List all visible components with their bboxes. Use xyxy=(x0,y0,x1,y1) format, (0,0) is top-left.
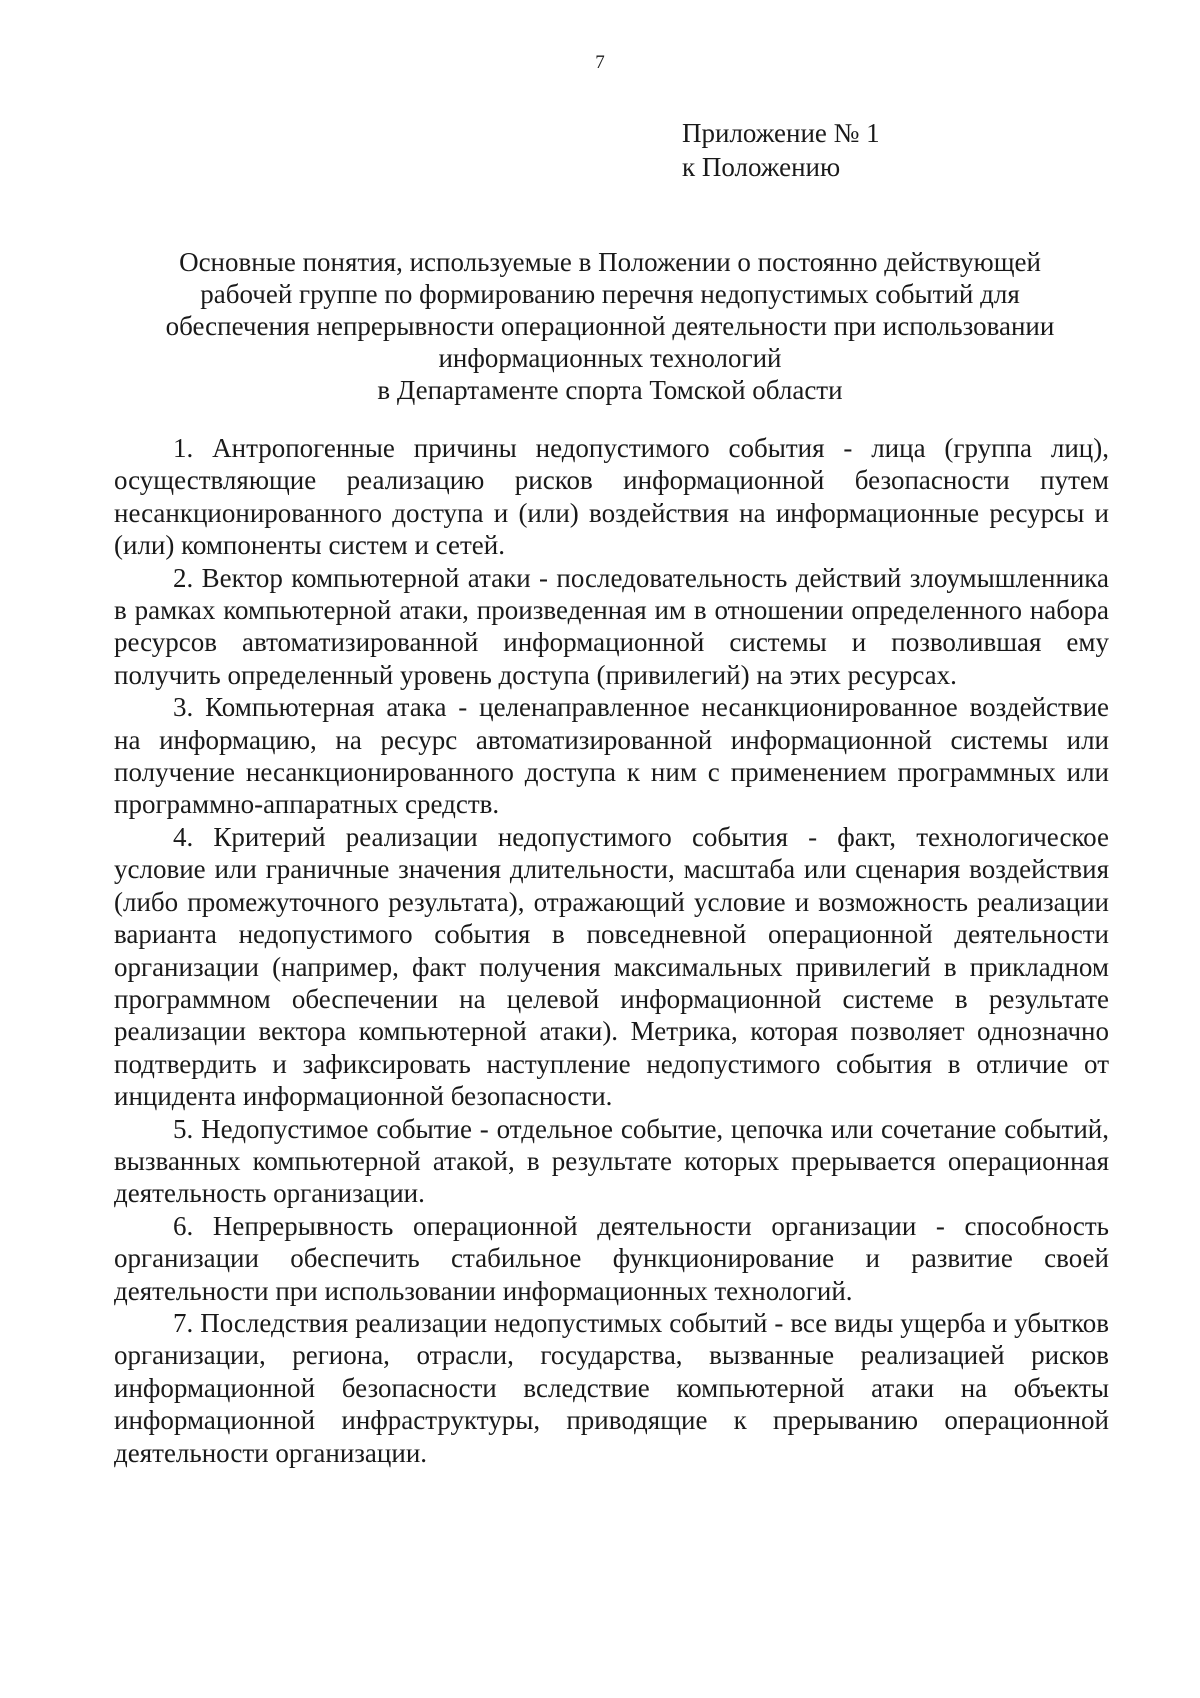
definition-number: 1. xyxy=(173,433,194,463)
definition-number: 3. xyxy=(173,692,194,723)
definition-text: Недопустимое событие - отдельное событие, цепочка или сочетание событий, вызванных компьютерной атакой, в результате которых прерывается операционная деятельность организации. xyxy=(114,1113,1110,1209)
definition-item xyxy=(114,821,1109,1113)
definition-number: 6. xyxy=(173,1210,194,1241)
title-line: в Департаменте спорта Томской области xyxy=(377,375,843,405)
title-line: рабочей группе по формированию перечня недопустимых событий для xyxy=(200,279,1020,309)
title-line: информационных технологий xyxy=(438,343,782,373)
definition-item xyxy=(114,1307,1109,1469)
appendix-line-1: Приложение № 1 xyxy=(682,118,880,148)
document-title xyxy=(130,246,1090,406)
definition-number: 5. xyxy=(173,1113,194,1144)
definition-text: Критерий реализации недопустимого события - факт, технологическое условие или граничные значения длительности, масштаба или сценария воздействия (либо промежуточного результата), отражающий условие и возможность реализации варианта недопустимого события в повседневной операционной деятельности организации (например, факт получения максимальных привилегий в прикладном программном обеспечении на целевой информационной системе в результате реализации вектора компьютерной атаки). Метрика, которая позволяет однозначно подтвердить и зафиксировать наступление недопустимого события в отличие от инцидента информационной безопасности. xyxy=(114,821,1109,1112)
appendix-line-2: к Положению xyxy=(682,152,841,182)
definition-text: Компьютерная атака - целенаправленное несанкционированное воздействие на информацию, на ресурс автоматизированной информационной системы или получение несанкционированного доступа к ним с применением программных или программно-аппаратных средств. xyxy=(114,692,1109,820)
title-line: Основные понятия, используемые в Положении о постоянно действующей xyxy=(179,247,1041,277)
definition-item xyxy=(114,1113,1109,1210)
page-number: 7 xyxy=(595,52,605,73)
definition-text: Непрерывность операционной деятельности организации - способность организации обеспечить стабильное функционирование и развитие своей деятельности при использовании информационных технологий. xyxy=(114,1210,1110,1306)
title-line: обеспечения непрерывности операционной деятельности при использовании xyxy=(165,311,1055,341)
definition-number: 4. xyxy=(173,821,194,852)
definition-number: 7. xyxy=(173,1307,194,1338)
definitions-list xyxy=(114,432,1109,1469)
definition-item xyxy=(114,1210,1109,1307)
definition-item xyxy=(114,432,1109,562)
definition-item xyxy=(114,691,1109,821)
definition-number: 2. xyxy=(173,562,194,593)
appendix-header xyxy=(682,116,880,184)
definition-text: Последствия реализации недопустимых событий - все виды ущерба и убытков организации, региона, отрасли, государства, вызванные реализацией рисков информационной безопасности вследствие компьютерной атаки на объекты информационной инфраструктуры, приводящие к прерыванию операционной деятельности организации. xyxy=(114,1307,1109,1468)
definition-text: Антропогенные причины недопустимого события - лица (группа лиц), осуществляющие реализацию рисков информационной безопасности путем несанкционированного доступа и (или) воздействия на информационные ресурсы и (или) компоненты систем и сетей. xyxy=(114,433,1110,561)
definition-text: Вектор компьютерной атаки - последовательность действий злоумышленника в рамках компьютерной атаки, произведенная им в отношении определенного набора ресурсов автоматизированной информационной системы и позволившая ему получить определенный уровень доступа (привилегий) на этих ресурсах. xyxy=(114,562,1109,690)
definition-item xyxy=(114,562,1109,692)
